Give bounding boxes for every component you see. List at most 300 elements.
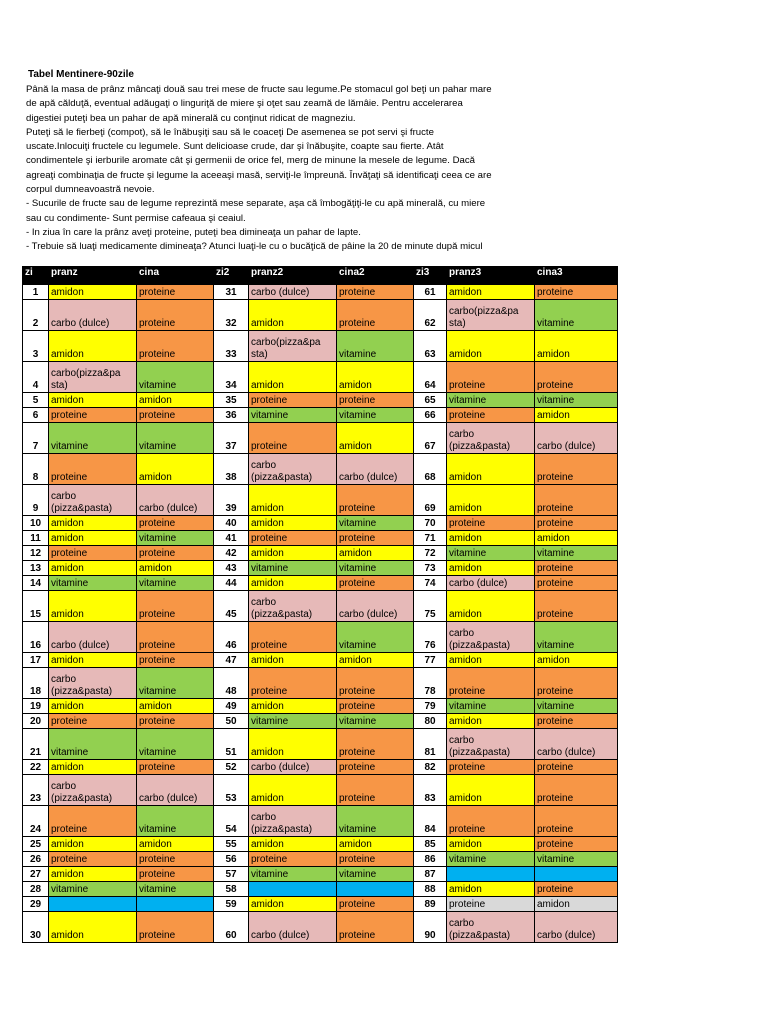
meal-label: proteine — [537, 578, 574, 589]
meal-label: amidon — [139, 839, 172, 850]
day-number: 88 — [414, 882, 447, 897]
meal-label: amidon — [51, 609, 84, 620]
lunch-cell — [447, 485, 535, 516]
meal-label: proteine — [537, 884, 574, 895]
day-number: 53 — [214, 775, 249, 806]
day-number: 72 — [414, 546, 447, 561]
day-number: 17 — [23, 653, 49, 668]
lunch-cell — [49, 285, 137, 300]
meal-label: amidon — [251, 503, 284, 514]
meal-label: vitamine — [449, 395, 487, 406]
dinner-cell — [137, 561, 214, 576]
meal-label: amidon — [51, 563, 84, 574]
meal-label: carbo (dulce) — [339, 609, 398, 620]
day-number: 38 — [214, 454, 249, 485]
dinner-cell — [137, 423, 214, 454]
dinner-cell — [535, 852, 618, 867]
day-number: 32 — [214, 300, 249, 331]
day-number: 31 — [214, 285, 249, 300]
dinner-cell — [535, 485, 618, 516]
intro-line: digestiei puteţi bea un pahar de apă minerală cu conţinut ridicat de magneziu. — [26, 112, 356, 124]
day-number: 8 — [23, 454, 49, 485]
meal-label: amidon — [449, 533, 482, 544]
day-number: 62 — [414, 300, 447, 331]
meal-label: carbo (dulce) — [537, 747, 596, 758]
day-number: 19 — [23, 699, 49, 714]
dinner-cell — [535, 561, 618, 576]
meal-label: carbo (dulce) — [251, 287, 310, 298]
dinner-cell — [337, 591, 414, 622]
dinner-cell — [137, 714, 214, 729]
meal-label: proteine — [139, 609, 176, 620]
table-row — [23, 300, 618, 331]
lunch-cell — [249, 576, 337, 591]
table-row — [23, 699, 618, 714]
meal-label: vitamine — [339, 824, 377, 835]
meal-label: amidon — [537, 410, 570, 421]
lunch-cell — [49, 485, 137, 516]
day-number: 43 — [214, 561, 249, 576]
dinner-cell — [535, 546, 618, 561]
meal-label: carbo (dulce) — [51, 318, 110, 329]
lunch-cell — [249, 516, 337, 531]
lunch-cell — [49, 912, 137, 943]
dinner-cell — [337, 300, 414, 331]
table-row — [23, 423, 618, 454]
meal-label: amidon — [139, 395, 172, 406]
lunch-cell — [447, 454, 535, 485]
dinner-cell — [535, 729, 618, 760]
table-row — [23, 867, 618, 882]
day-number: 44 — [214, 576, 249, 591]
day-number: 57 — [214, 867, 249, 882]
meal-label: proteine — [339, 287, 376, 298]
table-row — [23, 668, 618, 699]
day-number: 75 — [414, 591, 447, 622]
table-row — [23, 653, 618, 668]
meal-label: proteine — [339, 578, 376, 589]
day-number: 65 — [414, 393, 447, 408]
day-number: 29 — [23, 897, 49, 912]
meal-label: proteine — [339, 762, 376, 773]
meal-label: proteine — [51, 472, 88, 483]
day-number: 6 — [23, 408, 49, 423]
meal-label: amidon — [251, 839, 284, 850]
dinner-cell — [337, 653, 414, 668]
dinner-cell — [337, 576, 414, 591]
lunch-cell — [447, 393, 535, 408]
lunch-cell — [249, 668, 337, 699]
day-number: 59 — [214, 897, 249, 912]
day-number: 82 — [414, 760, 447, 775]
dinner-cell — [337, 806, 414, 837]
meal-label: proteine — [139, 640, 176, 651]
lunch-cell — [49, 300, 137, 331]
lunch-cell — [249, 699, 337, 714]
dinner-cell — [337, 546, 414, 561]
lunch-cell — [249, 775, 337, 806]
table-row — [23, 454, 618, 485]
lunch-cell — [249, 837, 337, 852]
dinner-cell — [137, 882, 214, 897]
intro-paragraph — [26, 83, 546, 255]
meal-label: proteine — [339, 701, 376, 712]
dinner-cell — [337, 622, 414, 653]
meal-label: proteine — [339, 930, 376, 941]
meal-label: vitamine — [537, 318, 575, 329]
table-row — [23, 760, 618, 775]
dinner-cell — [535, 668, 618, 699]
dinner-cell — [137, 393, 214, 408]
dinner-cell — [337, 775, 414, 806]
intro-line: - Trebuie să luaţi medicamente dimineaţa? Atunci luaţi-le cu o bucăţică de pâine la 20 de minute după micul — [26, 241, 483, 253]
dinner-cell — [535, 806, 618, 837]
meal-label: proteine — [449, 410, 486, 421]
meal-label: carbo (dulce) — [139, 503, 198, 514]
meal-label: vitamine — [139, 686, 177, 697]
table-row — [23, 806, 618, 837]
meal-label: vitamine — [139, 884, 177, 895]
dinner-cell — [137, 622, 214, 653]
meal-label: proteine — [339, 854, 376, 865]
lunch-cell — [447, 852, 535, 867]
meal-label: proteine — [537, 380, 574, 391]
lunch-cell — [249, 591, 337, 622]
meal-label: proteine — [251, 533, 288, 544]
lunch-cell — [249, 285, 337, 300]
day-number: 74 — [414, 576, 447, 591]
lunch-cell — [49, 531, 137, 546]
meal-label: vitamine — [339, 640, 377, 651]
meal-label: vitamine — [339, 410, 377, 421]
meal-label: proteine — [339, 533, 376, 544]
lunch-cell — [49, 729, 137, 760]
dinner-cell — [137, 775, 214, 806]
meal-label: proteine — [537, 609, 574, 620]
day-number: 22 — [23, 760, 49, 775]
day-number: 69 — [414, 485, 447, 516]
day-number: 2 — [23, 300, 49, 331]
lunch-cell — [447, 300, 535, 331]
meal-label: amidon — [339, 839, 372, 850]
meal-label: proteine — [339, 793, 376, 804]
dinner-cell — [337, 516, 414, 531]
table-row — [23, 331, 618, 362]
lunch-cell — [447, 867, 535, 882]
dinner-cell — [137, 531, 214, 546]
intro-line: - In ziua în care la prânz aveţi proteine, puteţi bea dimineaţa un pahar de lapte. — [26, 226, 361, 238]
day-number: 73 — [414, 561, 447, 576]
lunch-cell — [49, 852, 137, 867]
meal-label: proteine — [339, 503, 376, 514]
meal-label: vitamine — [537, 701, 575, 712]
lunch-cell — [249, 362, 337, 393]
lunch-cell — [249, 806, 337, 837]
meal-label: proteine — [449, 762, 486, 773]
day-number: 64 — [414, 362, 447, 393]
dinner-cell — [337, 561, 414, 576]
day-number: 20 — [23, 714, 49, 729]
table-row — [23, 775, 618, 806]
dinner-cell — [535, 454, 618, 485]
lunch-cell — [49, 393, 137, 408]
meal-label: amidon — [51, 395, 84, 406]
day-number: 27 — [23, 867, 49, 882]
table-row — [23, 591, 618, 622]
dinner-cell — [337, 852, 414, 867]
lunch-cell — [49, 408, 137, 423]
meal-label: proteine — [139, 762, 176, 773]
day-number: 10 — [23, 516, 49, 531]
lunch-cell — [49, 546, 137, 561]
meal-label: amidon — [51, 930, 84, 941]
day-number: 7 — [23, 423, 49, 454]
meal-label: proteine — [139, 287, 176, 298]
dinner-cell — [535, 912, 618, 943]
meal-label: carbo (dulce) — [251, 762, 310, 773]
lunch-cell — [249, 331, 337, 362]
dinner-cell — [535, 331, 618, 362]
header-cina2: cina2 — [337, 267, 414, 285]
meal-label: vitamine — [537, 395, 575, 406]
day-number: 40 — [214, 516, 249, 531]
day-number: 34 — [214, 362, 249, 393]
day-number: 90 — [414, 912, 447, 943]
meal-label: vitamine — [139, 380, 177, 391]
lunch-cell — [249, 714, 337, 729]
dinner-cell — [535, 699, 618, 714]
meal-label: amidon — [51, 655, 84, 666]
dinner-cell — [137, 576, 214, 591]
meal-label: amidon — [51, 349, 84, 360]
meal-label: proteine — [139, 655, 176, 666]
meal-label: amidon — [449, 655, 482, 666]
day-number: 37 — [214, 423, 249, 454]
table-row — [23, 362, 618, 393]
lunch-cell — [249, 300, 337, 331]
dinner-cell — [137, 546, 214, 561]
day-number: 15 — [23, 591, 49, 622]
meal-label: proteine — [537, 563, 574, 574]
lunch-cell — [447, 729, 535, 760]
lunch-cell — [447, 653, 535, 668]
meal-label: carbo (dulce) — [251, 930, 310, 941]
lunch-cell — [447, 591, 535, 622]
meal-label: proteine — [139, 716, 176, 727]
meal-label: amidon — [339, 380, 372, 391]
meal-label: vitamine — [537, 854, 575, 865]
dinner-cell — [337, 760, 414, 775]
meal-label: carbo (dulce) — [537, 930, 596, 941]
dinner-cell — [137, 699, 214, 714]
lunch-cell — [249, 882, 337, 897]
meal-label: proteine — [139, 518, 176, 529]
lunch-cell — [249, 561, 337, 576]
meal-label: vitamine — [251, 410, 289, 421]
dinner-cell — [137, 485, 214, 516]
dinner-cell — [535, 531, 618, 546]
intro-line: sau cu condimente- Sunt permise cafeaua şi ceaiul. — [26, 212, 246, 224]
meal-label: amidon — [339, 655, 372, 666]
meal-label: amidon — [51, 701, 84, 712]
meal-label: proteine — [139, 854, 176, 865]
meal-label: proteine — [449, 518, 486, 529]
day-number: 47 — [214, 653, 249, 668]
dinner-cell — [337, 668, 414, 699]
day-number: 70 — [414, 516, 447, 531]
day-number: 9 — [23, 485, 49, 516]
lunch-cell — [49, 775, 137, 806]
day-number: 39 — [214, 485, 249, 516]
dinner-cell — [535, 653, 618, 668]
lunch-cell — [447, 331, 535, 362]
meal-label: amidon — [537, 533, 570, 544]
dinner-cell — [535, 867, 618, 882]
intro-line: condimentele şi ierburile aromate cât şi germenii de orice fel, merg de minune la mesele de legume. Dacă — [26, 155, 475, 167]
meal-label: amidon — [51, 869, 84, 880]
meal-label: amidon — [251, 518, 284, 529]
meal-label: vitamine — [251, 869, 289, 880]
meal-label: amidon — [449, 793, 482, 804]
meal-label: vitamine — [139, 824, 177, 835]
lunch-cell — [49, 516, 137, 531]
meal-label: amidon — [339, 548, 372, 559]
dinner-cell — [137, 852, 214, 867]
meal-label: vitamine — [339, 869, 377, 880]
meal-label: amidon — [251, 747, 284, 758]
lunch-cell — [49, 423, 137, 454]
lunch-cell — [49, 561, 137, 576]
meal-label: vitamine — [51, 441, 89, 452]
meal-label: carbo (dulce) — [449, 578, 508, 589]
meal-label: proteine — [51, 548, 88, 559]
day-number: 48 — [214, 668, 249, 699]
meal-label: vitamine — [339, 563, 377, 574]
dinner-cell — [137, 454, 214, 485]
dinner-cell — [337, 362, 414, 393]
header-cina: cina — [137, 267, 214, 285]
day-number: 36 — [214, 408, 249, 423]
meal-label: amidon — [537, 349, 570, 360]
meal-label: proteine — [537, 716, 574, 727]
dinner-cell — [535, 362, 618, 393]
intro-line: agreaţi combinaţia de fructe şi legume la aceeaşi masă, serviţi-le împreună. Învăţaţi să identificaţi ceea ce are — [26, 169, 492, 181]
meal-label: proteine — [339, 747, 376, 758]
dinner-cell — [137, 729, 214, 760]
lunch-cell — [447, 912, 535, 943]
document-title: Tabel Mentinere-90zile — [28, 69, 134, 80]
intro-line: Puteţi să le fierbeţi (compot), să le înăbuşiţi sau să le coaceţi De asemenea se pot servi şi fructe — [26, 126, 434, 138]
meal-label: proteine — [537, 839, 574, 850]
day-number: 30 — [23, 912, 49, 943]
dinner-cell — [337, 837, 414, 852]
day-number: 79 — [414, 699, 447, 714]
day-number: 60 — [214, 912, 249, 943]
meal-label: vitamine — [339, 716, 377, 727]
day-number: 86 — [414, 852, 447, 867]
table-row — [23, 393, 618, 408]
meal-label: carbo (pizza&pasta) — [449, 429, 511, 452]
dinner-cell — [337, 912, 414, 943]
header-zi2: zi2 — [214, 267, 249, 285]
meal-label: proteine — [251, 441, 288, 452]
meal-label: amidon — [51, 839, 84, 850]
meal-label: carbo (pizza&pasta) — [251, 597, 313, 620]
meal-label: amidon — [51, 762, 84, 773]
meal-label: amidon — [449, 503, 482, 514]
meal-label: amidon — [449, 716, 482, 727]
lunch-cell — [49, 714, 137, 729]
lunch-cell — [249, 760, 337, 775]
day-number: 3 — [23, 331, 49, 362]
day-number: 35 — [214, 393, 249, 408]
meal-label: proteine — [251, 686, 288, 697]
meal-label: proteine — [449, 686, 486, 697]
day-number: 12 — [23, 546, 49, 561]
lunch-cell — [447, 546, 535, 561]
meal-label: amidon — [449, 609, 482, 620]
meal-label: proteine — [139, 869, 176, 880]
dinner-cell — [137, 912, 214, 943]
meal-label: proteine — [251, 395, 288, 406]
meal-label: carbo (pizza&pasta) — [449, 918, 511, 941]
meal-label: proteine — [51, 824, 88, 835]
lunch-cell — [447, 423, 535, 454]
dinner-cell — [137, 867, 214, 882]
dinner-cell — [337, 699, 414, 714]
meal-label: proteine — [139, 930, 176, 941]
header-cina3: cina3 — [535, 267, 618, 285]
meal-label: carbo (pizza&pasta) — [449, 628, 511, 651]
lunch-cell — [49, 867, 137, 882]
lunch-cell — [447, 531, 535, 546]
lunch-cell — [447, 516, 535, 531]
day-number: 61 — [414, 285, 447, 300]
day-number: 4 — [23, 362, 49, 393]
meal-label: carbo (pizza&pasta) — [51, 674, 113, 697]
meal-label: amidon — [251, 655, 284, 666]
meal-label: vitamine — [251, 716, 289, 727]
meal-label: proteine — [51, 716, 88, 727]
dinner-cell — [337, 331, 414, 362]
lunch-cell — [249, 546, 337, 561]
meal-label: carbo (pizza&pasta) — [251, 812, 313, 835]
day-number: 76 — [414, 622, 447, 653]
lunch-cell — [447, 699, 535, 714]
dinner-cell — [337, 423, 414, 454]
meal-label: amidon — [537, 899, 570, 910]
dinner-cell — [535, 882, 618, 897]
meal-label: vitamine — [537, 548, 575, 559]
lunch-cell — [249, 408, 337, 423]
meal-label: amidon — [139, 563, 172, 574]
lunch-cell — [49, 331, 137, 362]
lunch-cell — [249, 531, 337, 546]
meal-label: proteine — [537, 793, 574, 804]
dinner-cell — [337, 408, 414, 423]
meal-label: proteine — [139, 410, 176, 421]
meal-label: amidon — [51, 287, 84, 298]
dinner-cell — [535, 760, 618, 775]
meal-label: amidon — [339, 441, 372, 452]
dinner-cell — [337, 882, 414, 897]
lunch-cell — [49, 837, 137, 852]
lunch-cell — [49, 576, 137, 591]
dinner-cell — [337, 531, 414, 546]
meal-label: carbo (dulce) — [537, 441, 596, 452]
lunch-cell — [249, 852, 337, 867]
day-number: 28 — [23, 882, 49, 897]
